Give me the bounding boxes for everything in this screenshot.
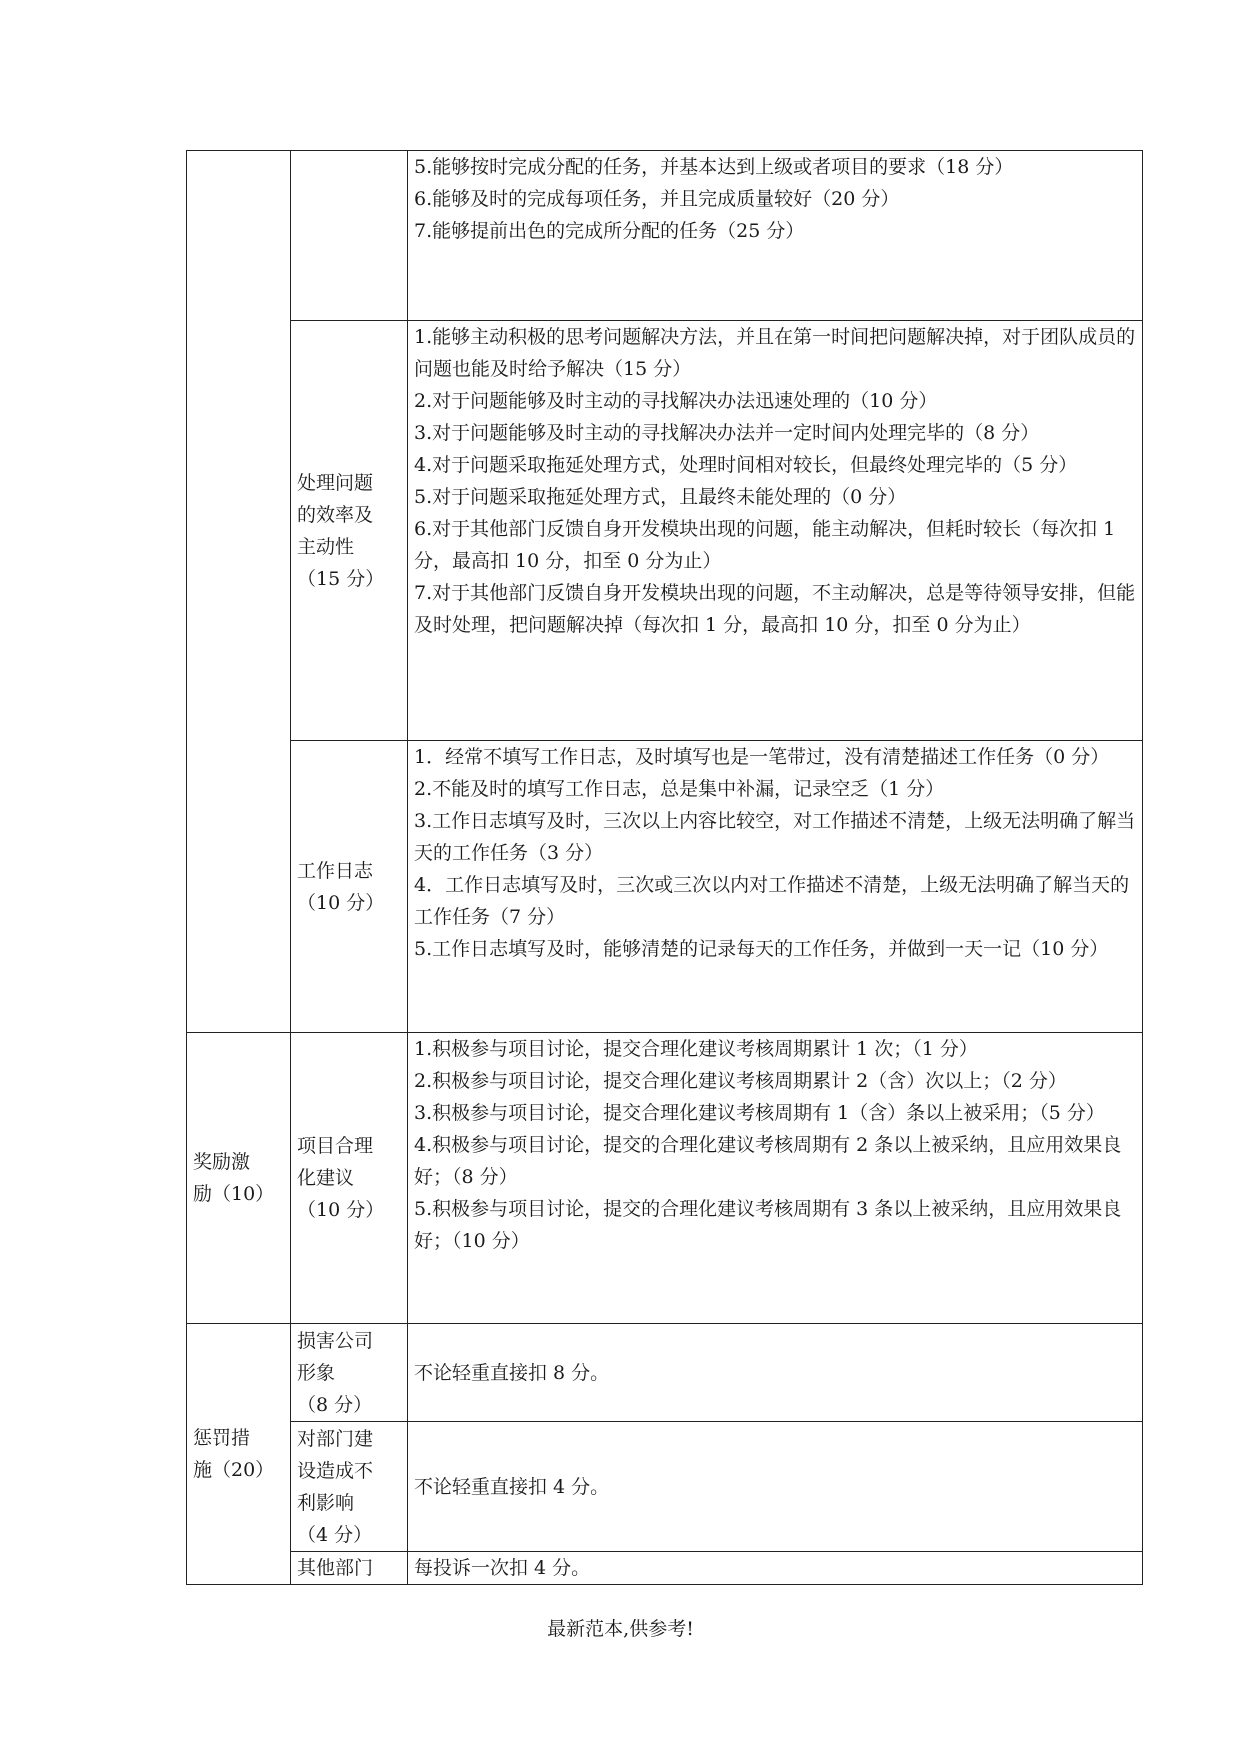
criteria-item: 1.积极参与项目讨论，提交合理化建议考核周期累计 1 次；（1 分） — [414, 1038, 978, 1060]
criteria-cell — [408, 151, 1143, 321]
criteria-item: 5.对于问题采取拖延处理方式，且最终未能处理的（0 分） — [414, 486, 907, 508]
table-row — [187, 741, 1143, 1033]
subcategory-cell: 处理问题 的效率及 主动性 （15 分） — [291, 321, 408, 741]
table-row — [187, 1552, 1143, 1585]
criteria-item: 不论轻重直接扣 8 分。 — [414, 1361, 610, 1384]
criteria-item: 5.能够按时完成分配的任务，并基本达到上级或者项目的要求（18 分） — [414, 156, 1014, 178]
subcategory-cell: 项目合理 化建议 （10 分） — [291, 1033, 408, 1324]
criteria-item: 2.对于问题能够及时主动的寻找解决办法迅速处理的（10 分） — [414, 390, 938, 412]
criteria-item: 不论轻重直接扣 4 分。 — [414, 1475, 610, 1498]
subcategory-cell — [291, 151, 408, 321]
category-cell — [187, 151, 291, 1033]
criteria-item: 1．经常不填写工作日志，及时填写也是一笔带过，没有清楚描述工作任务（0 分） — [414, 746, 1110, 768]
criteria-item: 3.对于问题能够及时主动的寻找解决办法并一定时间内处理完毕的（8 分） — [414, 422, 1040, 444]
criteria-item: 2.积极参与项目讨论，提交合理化建议考核周期累计 2（含）次以上；（2 分） — [414, 1070, 1067, 1092]
criteria-item: 6.能够及时的完成每项任务，并且完成质量较好（20 分） — [414, 188, 900, 210]
subcategory-cell: 其他部门 — [291, 1552, 408, 1585]
criteria-cell — [408, 1422, 1143, 1552]
criteria-item: 4.对于问题采取拖延处理方式，处理时间相对较长，但最终处理完毕的（5 分） — [414, 454, 1078, 476]
criteria-item: 6.对于其他部门反馈自身开发模块出现的问题，能主动解决，但耗时较长（每次扣 1 分，最高扣 10 分，扣至 0 分为止） — [414, 518, 1116, 572]
table-row — [187, 151, 1143, 321]
criteria-item: 2.不能及时的填写工作日志，总是集中补漏，记录空乏（1 分） — [414, 778, 945, 800]
page-footer: 最新范本,供参考! — [547, 1618, 694, 1640]
criteria-item: 4.积极参与项目讨论，提交的合理化建议考核周期有 2 条以上被采纳，且应用效果良好；（8 分） — [414, 1134, 1122, 1188]
table-row — [187, 1422, 1143, 1552]
criteria-item: 1.能够主动积极的思考问题解决方法，并且在第一时间把问题解决掉，对于团队成员的问题也能及时给予解决（15 分） — [414, 326, 1136, 380]
criteria-cell — [408, 741, 1143, 1033]
subcategory-cell: 对部门建 设造成不 利影响 （4 分） — [291, 1422, 408, 1552]
criteria-cell — [408, 1552, 1143, 1585]
subcategory-cell: 工作日志 （10 分） — [291, 741, 408, 1033]
subcategory-cell: 损害公司 形象 （8 分） — [291, 1324, 408, 1422]
criteria-item: 5.工作日志填写及时，能够清楚的记录每天的工作任务，并做到一天一记（10 分） — [414, 938, 1109, 960]
criteria-cell — [408, 1033, 1143, 1324]
criteria-item: 5.积极参与项目讨论，提交的合理化建议考核周期有 3 条以上被采纳，且应用效果良好；（10 分） — [414, 1198, 1122, 1252]
criteria-cell — [408, 1324, 1143, 1422]
category-cell: 奖励激 励（10） — [187, 1033, 291, 1324]
table-row — [187, 321, 1143, 741]
criteria-item: 7.对于其他部门反馈自身开发模块出现的问题，不主动解决，总是等待领导安排，但能及时处理，把问题解决掉（每次扣 1 分，最高扣 10 分，扣至 0 分为止） — [414, 582, 1136, 636]
criteria-item: 每投诉一次扣 4 分。 — [414, 1557, 591, 1579]
criteria-item: 7.能够提前出色的完成所分配的任务（25 分） — [414, 220, 805, 242]
criteria-item: 3.工作日志填写及时，三次以上内容比较空，对工作描述不清楚，上级无法明确了解当天的工作任务（3 分） — [414, 810, 1136, 864]
table-row — [187, 1324, 1143, 1422]
table-row — [187, 1033, 1143, 1324]
category-cell: 惩罚措 施（20） — [187, 1324, 291, 1585]
assessment-table — [186, 150, 1143, 1585]
criteria-cell — [408, 321, 1143, 741]
criteria-item: 3.积极参与项目讨论，提交合理化建议考核周期有 1（含）条以上被采用；（5 分） — [414, 1102, 1105, 1124]
criteria-item: 4．工作日志填写及时，三次或三次以内对工作描述不清楚，上级无法明确了解当天的工作任务（7 分） — [414, 874, 1130, 928]
